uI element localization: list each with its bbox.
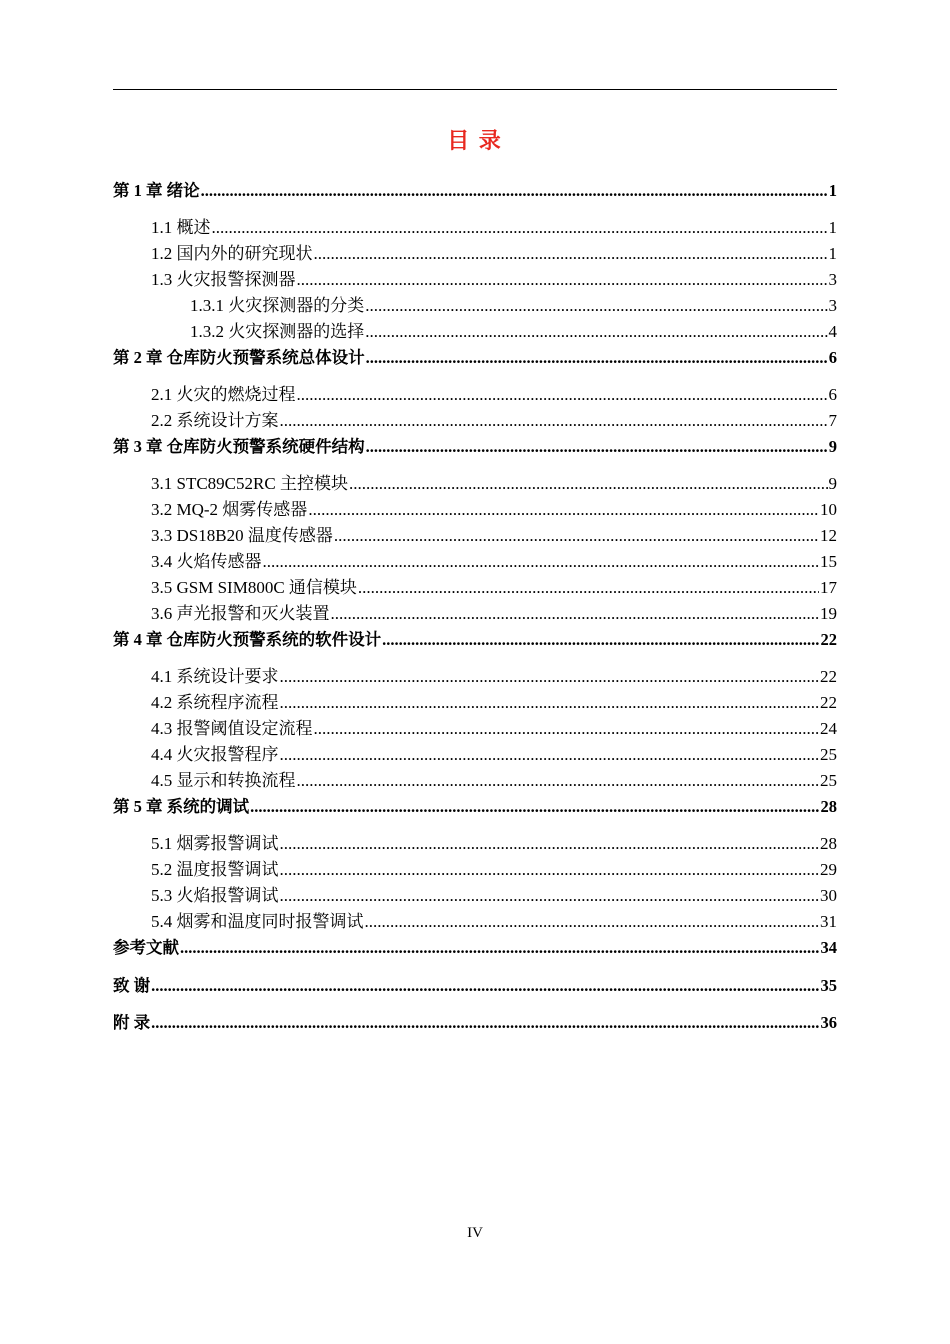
toc-dot-leader <box>280 742 820 768</box>
toc-entry-label: 4.4 火灾报警程序 <box>151 745 279 764</box>
toc-dot-leader <box>280 883 820 909</box>
toc-section-entry[interactable] <box>113 382 837 408</box>
toc-chapter-entry[interactable] <box>113 434 837 460</box>
toc-entry-page: 30 <box>820 886 837 905</box>
toc-entry-page: 7 <box>828 411 837 430</box>
toc-chapter-entry[interactable] <box>113 794 837 820</box>
toc-entry-label: 4.1 系统设计要求 <box>151 667 279 686</box>
header-rule <box>113 89 837 90</box>
toc-dot-leader <box>314 716 820 742</box>
toc-entry-label: 附 录 <box>113 1013 151 1032</box>
toc-section-entry[interactable] <box>113 241 837 267</box>
toc-entry-label: 5.4 烟雾和温度同时报警调试 <box>151 912 364 931</box>
toc-section-entry[interactable] <box>113 408 837 434</box>
toc-entry-page: 15 <box>820 552 837 571</box>
toc-entry-label: 3.1 STC89C52RC 主控模块 <box>151 474 348 493</box>
toc-entry-label: 1.1 概述 <box>151 218 211 237</box>
toc-entry-page: 1 <box>828 218 837 237</box>
toc-chapter-entry[interactable] <box>113 1010 837 1036</box>
toc-section-entry[interactable] <box>113 497 837 523</box>
toc-section-entry[interactable] <box>113 215 837 241</box>
toc-entry-label: 3.3 DS18B20 温度传感器 <box>151 526 333 545</box>
toc-entry-page: 3 <box>828 296 837 315</box>
toc-entry-page: 4 <box>828 322 837 341</box>
toc-dot-leader <box>314 241 828 267</box>
toc-entry-label: 3.2 MQ-2 烟雾传感器 <box>151 500 308 519</box>
toc-section-entry[interactable] <box>113 768 837 794</box>
toc-entry-label: 1.3 火灾报警探测器 <box>151 270 296 289</box>
toc-dot-leader <box>365 293 827 319</box>
toc-section-entry[interactable] <box>113 549 837 575</box>
toc-chapter-entry[interactable] <box>113 345 837 371</box>
toc-subsection-entry[interactable] <box>113 293 837 319</box>
toc-entry-label: 第 1 章 绪论 <box>113 181 200 200</box>
toc-entry-page: 34 <box>820 938 837 957</box>
toc-entry-label: 参考文献 <box>113 938 179 957</box>
toc-entry-page: 36 <box>820 1013 837 1032</box>
toc-entry-label: 2.2 系统设计方案 <box>151 411 279 430</box>
toc-entry-label: 致 谢 <box>113 976 151 995</box>
toc-entry-label: 3.4 火焰传感器 <box>151 552 262 571</box>
toc-entry-label: 第 4 章 仓库防火预警系统的软件设计 <box>113 630 382 649</box>
toc-dot-leader <box>331 601 820 627</box>
toc-dot-leader <box>349 471 828 497</box>
toc-entry-label: 5.2 温度报警调试 <box>151 860 279 879</box>
toc-dot-leader <box>151 1010 819 1036</box>
toc-entry-page: 22 <box>820 693 837 712</box>
toc-dot-leader <box>365 909 820 935</box>
toc-entry-label: 第 3 章 仓库防火预警系统硬件结构 <box>113 437 365 456</box>
toc-chapter-entry[interactable] <box>113 973 837 999</box>
toc-dot-leader <box>280 857 820 883</box>
toc-entry-page: 25 <box>820 745 837 764</box>
toc-entry-label: 第 2 章 仓库防火预警系统总体设计 <box>113 348 365 367</box>
toc-section-entry[interactable] <box>113 601 837 627</box>
toc-entry-label: 4.5 显示和转换流程 <box>151 771 296 790</box>
toc-section-entry[interactable] <box>113 857 837 883</box>
toc-entry-label: 3.6 声光报警和灭火装置 <box>151 604 330 623</box>
toc-entry-page: 31 <box>820 912 837 931</box>
toc-section-entry[interactable] <box>113 664 837 690</box>
toc-dot-leader <box>201 178 828 204</box>
toc-section-entry[interactable] <box>113 831 837 857</box>
toc-entry-label: 1.3.2 火灾探测器的选择 <box>190 322 365 341</box>
toc-section-entry[interactable] <box>113 575 837 601</box>
toc-entry-page: 1 <box>828 181 837 200</box>
toc-entry-page: 12 <box>820 526 837 545</box>
toc-entry-page: 9 <box>828 437 837 456</box>
toc-dot-leader <box>382 627 819 653</box>
toc-chapter-entry[interactable] <box>113 627 837 653</box>
toc-entry-label: 1.2 国内外的研究现状 <box>151 244 313 263</box>
page-number: IV <box>467 1225 483 1241</box>
toc-dot-leader <box>365 319 827 345</box>
toc-chapter-entry[interactable] <box>113 935 837 961</box>
toc-entry-page: 22 <box>820 667 837 686</box>
toc-entry-page: 25 <box>820 771 837 790</box>
toc-entry-label: 4.3 报警阈值设定流程 <box>151 719 313 738</box>
toc-dot-leader <box>358 575 819 601</box>
toc-entry-label: 4.2 系统程序流程 <box>151 693 279 712</box>
toc-section-entry[interactable] <box>113 267 837 293</box>
toc-entry-label: 5.1 烟雾报警调试 <box>151 834 279 853</box>
toc-section-entry[interactable] <box>113 883 837 909</box>
toc-section-entry[interactable] <box>113 690 837 716</box>
toc-section-entry[interactable] <box>113 909 837 935</box>
toc-dot-leader <box>366 434 828 460</box>
toc-entry-page: 1 <box>828 244 837 263</box>
toc-dot-leader <box>250 794 819 820</box>
toc-entry-page: 19 <box>820 604 837 623</box>
toc-entry-page: 29 <box>820 860 837 879</box>
toc-entry-page: 6 <box>828 385 837 404</box>
toc-entry-page: 35 <box>820 976 837 995</box>
toc-section-entry[interactable] <box>113 523 837 549</box>
toc-dot-leader <box>280 408 828 434</box>
toc-entry-page: 3 <box>828 270 837 289</box>
toc-entry-label: 5.3 火焰报警调试 <box>151 886 279 905</box>
toc-dot-leader <box>280 664 820 690</box>
toc-dot-leader <box>308 497 819 523</box>
toc-entry-page: 28 <box>820 797 837 816</box>
toc-dot-leader <box>212 215 828 241</box>
toc-entry-label: 2.1 火灾的燃烧过程 <box>151 385 296 404</box>
toc-entry-page: 22 <box>820 630 837 649</box>
toc-entry-page: 28 <box>820 834 837 853</box>
toc-dot-leader <box>280 690 820 716</box>
toc-dot-leader <box>180 935 820 961</box>
page-title: 目 录 <box>447 128 503 153</box>
toc-section-entry[interactable] <box>113 716 837 742</box>
table-of-contents <box>113 178 837 1036</box>
toc-dot-leader <box>297 382 828 408</box>
toc-subsection-entry[interactable] <box>113 319 837 345</box>
toc-entry-page: 10 <box>820 500 837 519</box>
toc-dot-leader <box>297 267 828 293</box>
toc-entry-page: 24 <box>820 719 837 738</box>
toc-dot-leader <box>280 831 820 857</box>
toc-entry-page: 9 <box>828 474 837 493</box>
toc-dot-leader <box>334 523 819 549</box>
toc-dot-leader <box>151 973 819 999</box>
toc-chapter-entry[interactable] <box>113 178 837 204</box>
toc-entry-page: 17 <box>820 578 837 597</box>
toc-section-entry[interactable] <box>113 471 837 497</box>
toc-entry-label: 1.3.1 火灾探测器的分类 <box>190 296 365 315</box>
toc-dot-leader <box>297 768 820 794</box>
toc-entry-label: 3.5 GSM SIM800C 通信模块 <box>151 578 357 597</box>
toc-entry-label: 第 5 章 系统的调试 <box>113 797 250 816</box>
toc-dot-leader <box>263 549 820 575</box>
toc-entry-page: 6 <box>828 348 837 367</box>
toc-dot-leader <box>366 345 828 371</box>
toc-section-entry[interactable] <box>113 742 837 768</box>
